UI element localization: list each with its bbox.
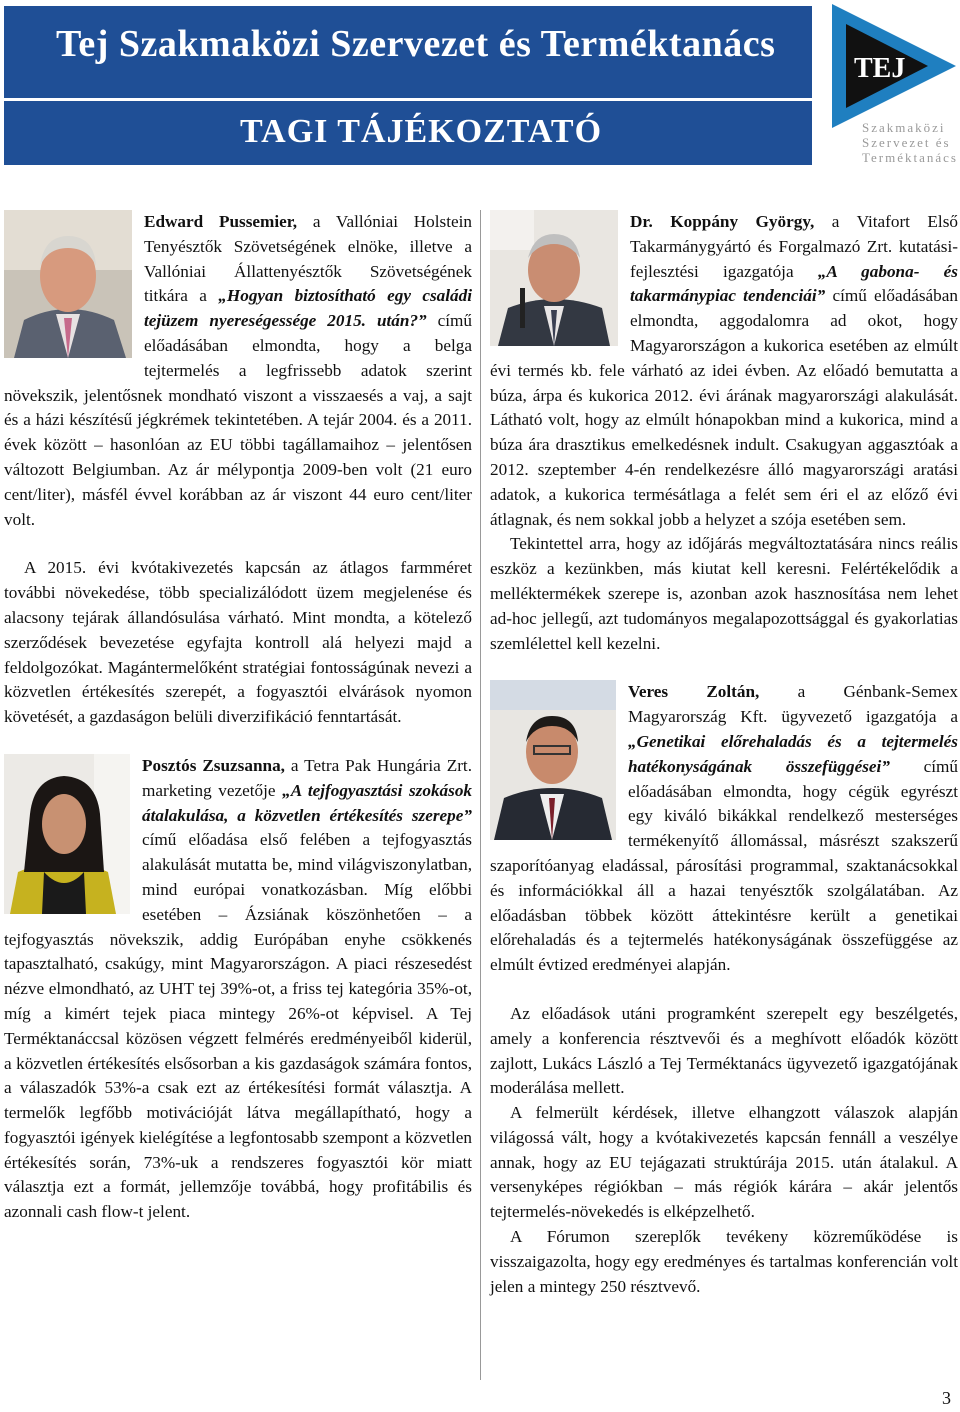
speaker-photo-pussemier [4, 210, 132, 358]
header-subtitle: TAGI TÁJÉKOZTATÓ [240, 113, 603, 150]
logo-text: TEJ [854, 53, 906, 84]
section-veres: Veres Zoltán, a Génbank-Semex Magyarország Kft. ügyvezető igazgatója a „Genetikai előrehaladás és a tejtermelés hatékonyságának összefüggései” című előadásában elmondta, hogy cégük egyrészt egy kiváló bikákkal rendelkező mesterséges termékenyítő állomással, másrészt szakszerű szaporítóanyag eladással, párosítási programmal, szaktanácsokkal és információkkal áll a hazai tenyésztők szolgálatában. Az előadásban többek között áttekintésre került a genetikai előrehaladás és a tejtermelés hatékonyságának összefüggése az elmúlt évtized eredményei alapján. [490, 682, 958, 975]
left-column [4, 210, 472, 1225]
section-pussemier: Edward Pussemier, a Vallóniai Holstein Tenyésztők Szövetségének elnöke, illetve a Vallóniai Állattenyésztők Szövetségének titkára a „Hogyan biztosítható egy családi tejüzem nyereségessége 2015. után?” című előadásában elmondta, hogy a belga tejtermelés a legfrissebb adatok szerint növekszik, jelentősnek mondható viszont a visszaesés a vaj, a sajt és a házi készítésű jégkrémek tekintetében. A tejár 2004. és a 2011. évek között – hasonlóan az EU többi tagállamaihoz – jelentősen változott Belgiumban. Az ár mélypontja 2009-ben volt (21 euro cent/liter), másfél évvel korábban az ár viszont 44 euro cent/liter volt. [4, 212, 473, 529]
speaker-photo-veres [490, 680, 616, 840]
paragraph-questions: A felmerült kérdések, illetve elhangzott válaszok alapján világossá vált, hogy a kvótakivezetés kapcsán fennáll a veszélye annak, hogy az EU tejágazati struktúrája 2015. után átalakul. A versenyképes régiókban – más régiók kárára – akár jelentős tejtermelés-növekedés is elképzelhető. [490, 1103, 958, 1222]
paragraph-forum: A Fórumon szereplők tevékeny közreműködése is visszaigazolta, hogy egy eredményes és tartalmas konferencián volt jelen a mintegy 250 résztvevő. [490, 1227, 958, 1296]
section-posztos: Posztós Zsuzsanna, a Tetra Pak Hungária Zrt. marketing vezetője „A tejfogyasztási szokások átalakulása, a közvetlen értékesítés szerepe” című előadása első felében a tejfogyasztás alakulását mutatta be, mind világviszonylatban, mind európai vonatkozásban. Míg előbbi esetében – Ázsiának köszönhetően – a tejfogyasztás növekszik, addig Európában enyhe csökkenés tapasztalható, csakúgy, mint Magyarországon. A piaci részesedést nézve elmondható, az UHT tej 39%-ot, a friss tej kategória 35%-ot, míg a kimért tejek piaca mintegy 26%-ot képvisel. A Tej Terméktanáccsal közösen végzett felmérés eredményeiből kiderül, a közvetlen értékesítés elsősorban a kis gazdaságok számára fontos, a válaszadók 53%-a csak ezt az értékesítési formát választja. A termelők legfőbb motivációját látva megállapítható, hogy a fogyasztói igények kielégítése a legfontosabb szempont a közvetlen értékesítés során, 73%-uk a rendszeres fogyasztói kör miatt választja ezt a formát, jellemzője továbbá, hogy profitábilis és azonnali cash flow-t jelent. [4, 755, 473, 1222]
page-header [0, 0, 960, 185]
speaker-photo-posztos [4, 754, 130, 914]
right-column [490, 210, 958, 1299]
paragraph-quota: A 2015. évi kvótakivezetés kapcsán az átlagos farmméret további növekedése, több specializálódott üzem megjelenése és alacsony tejárak állandósulása várható. Mint mondta, a kötelező szerződések bevezetése egyfajta kontroll alá helyezi majd a feldolgozókat. Magántermelőként stratégiai fontosságúnak nevezi a közvetlen értékesítés szerepét, a fogyasztói elvárások nyomon követését, a gazdaságon belüli diverzifikáció fenntartását. [4, 558, 472, 727]
paragraph-discussion: Az előadások utáni programként szerepelt egy beszélgetés, amely a konferencia résztvevői és a meghívott előadók között zajlott, Lukács László a Tej Terméktanács ügyvezető igazgatójának moderálása mellett. [490, 1003, 958, 1098]
section-koppany: Dr. Koppány György, a Vitafort Első Takarmánygyártó és Forgalmazó Zrt. kutatási-fejlesztési igazgatója „A gabona- és takarmánypiac tendenciái” című előadásában elmondta, aggodalomra ad okot, hogy Magyarországon a kukorica esetében az elmúlt évi termés kb. fele várható az idei évben. Az előadó bemutatta a búza, árpa és kukorica 2012. évi árának magyarországi alakulását. Látható volt, hogy az elmúlt hónapokban mind a kukorica, mind a búza ára drasztikus emelkedésnek indult. Csakugyan aggasztóak a 2012. szeptember 4-én rendelkezésre álló magyarországi aratási adatok, a kukorica termésátlaga a felét sem éri el az előző évi átlagnak, és nem sokkal jobb a helyzet a szója esetében sem. [490, 212, 958, 529]
speaker-photo-koppany [490, 210, 618, 346]
page-number: 3 [942, 1388, 951, 1408]
header-title: Tej Szakmaközi Szervezet és Terméktanács [56, 23, 776, 65]
logo-caption: Szakmaközi Szervezet és Terméktanács [862, 120, 958, 165]
column-divider [480, 210, 481, 1380]
paragraph-weather: Tekintettel arra, hogy az időjárás megváltoztatására nincs reális eszköz a kezünkben, más kiutat kell keresni. Felértékelődik a melléktermékek szerepe is, azonban azok hasznosítása nem lehet ad-hoc jellegű, azt tudományos megalapozottsággal és gyakorlatias szemlélettel kell kezelni. [490, 534, 958, 653]
